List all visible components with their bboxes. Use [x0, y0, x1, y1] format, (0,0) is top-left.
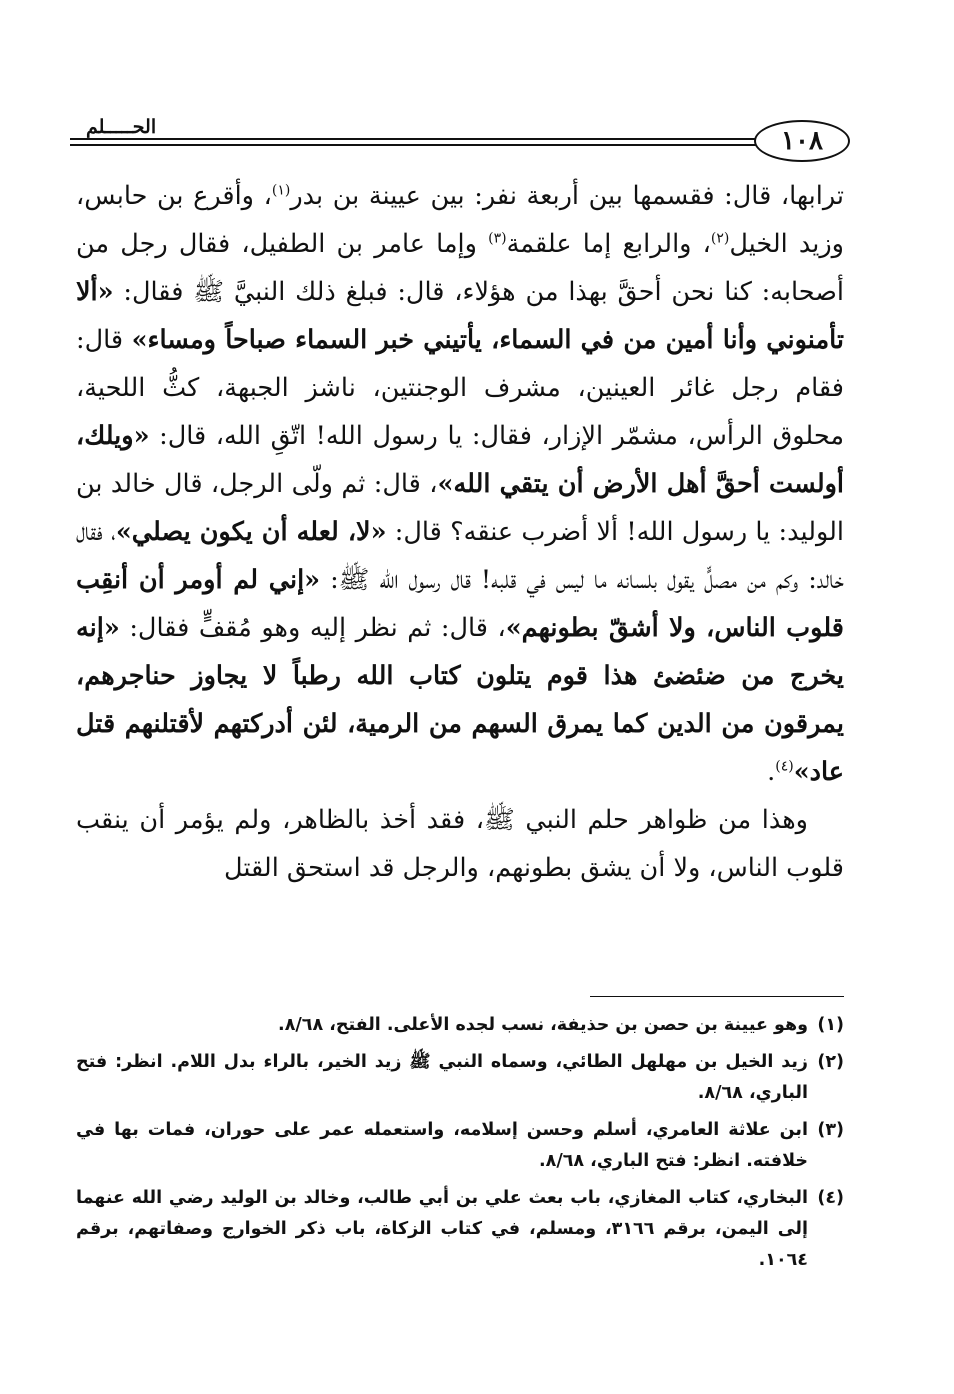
footnote-ref: (٢) — [710, 230, 730, 247]
hadith-quote: «إنه يخرج من ضئضئ هذا قوم يتلون كتاب الله رطباً لا يجاوز حناجرهم، يمرقون من الدين كما يمرق السهم من الرمية، لئن أدركتهم لأقتلنهم قتل عاد» — [76, 613, 844, 787]
text-segment: . — [767, 757, 776, 787]
main-text — [76, 172, 844, 892]
footnote-item — [76, 1010, 844, 1041]
footnote-number: (١) — [817, 1015, 844, 1035]
footnote-text: وهو عيينة بن حصن بن حذيفة، نسب لجده الأعلى. الفتح، ٨/٦٨. — [278, 1015, 808, 1035]
footnotes — [76, 1010, 844, 1282]
footnote-number: (٣) — [817, 1120, 844, 1140]
page-header — [70, 118, 850, 168]
hadith-quote: «ألا تأمنوني وأنا أمين من في السماء، يأتيني خبر السماء صباحاً ومساء» — [76, 277, 845, 355]
footnote-item — [76, 1047, 844, 1109]
footnote-item — [76, 1183, 844, 1276]
running-title: الحـــــلم — [80, 116, 162, 138]
footnote-ref: (٣) — [488, 230, 507, 247]
text-segment: وإما عامر بن الطفيل، فقال رجل من أصحابه: كنا نحن أحقَّ بهذا من هؤلاء، قال: فبلغ ذلك النبيَّ ﷺ فقال: — [76, 229, 844, 307]
text-segment: ، قال: ثم ولّى الرجل، قال خالد بن الوليد: يا رسول الله! ألا أضرب عنقه؟ قال: — [76, 469, 845, 547]
hadith-quote: «ويلك، أولست أحقَّ أهل الأرض أن يتقي الله» — [76, 421, 844, 499]
footnote-ref: (١) — [271, 182, 291, 199]
footnote-number: (٢) — [817, 1052, 844, 1072]
text-segment: ، والرابع إما علقمة — [506, 229, 711, 259]
text-segment: ترابها، قال: فقسمها بين أربعة نفر: بين عيينة بن بدر — [290, 181, 844, 211]
text-segment: ، وأقرع بن حابس، وزيد الخيل — [76, 181, 844, 259]
footnote-item — [76, 1115, 844, 1177]
text-segment: قال: فقام رجل غائر العينين، مشرف الوجنتين، ناشز الجبهة، كثُّ اللحية، محلوق الرأس، مشمّر الإزار، فقال: يا رسول الله! اتّقِ الله، قال: — [76, 325, 844, 451]
hadith-quote: «لا، لعله أن يكون يصلي» — [115, 517, 387, 547]
footnote-text: ابن علاثة العامري، أسلم وحسن إسلامه، واستعمله عمر على حوران، فمات بها في خلافته. انظر: فتح الباري، ٨/٦٨. — [76, 1120, 808, 1171]
text-segment: ، فقال خالد: وكم من مصلٍّ يقول بلسانه ما ليس في قلبه! قال رسول الله ﷺ: — [76, 517, 844, 595]
footnote-number: (٤) — [817, 1188, 844, 1208]
footnote-text: البخاري، كتاب المغازي، باب بعث علي بن أبي طالب، وخالد بن الوليد رضي الله عنهما إلى اليمن، برقم ٣١٦٦، ومسلم، في كتاب الزكاة، باب ذكر الخوارج وصفاتهم، برقم ١٠٦٤. — [76, 1188, 808, 1270]
paragraph-2: وهذا من ظواهر حلم النبي ﷺ، فقد أخذ بالظاهر، ولم يؤمر أن ينقب قلوب الناس، ولا أن يشق بطونهم، والرجل قد استحق القتل — [76, 805, 844, 883]
page-number: ١٠٨ — [754, 120, 850, 162]
paragraph-1 — [76, 172, 844, 796]
footnote-ref: (٤) — [775, 758, 794, 775]
hadith-quote: «إني لم أومر أن أنقِب قلوب الناس، ولا أشقّ بطونهم» — [76, 565, 844, 643]
header-rule-top — [70, 138, 756, 140]
text-segment: ، قال: ثم نظر إليه وهو مُقفٍّ فقال: — [119, 613, 506, 643]
footnote-text: زيد الخيل بن مهلهل الطائي، وسماه النبي ﷺ زيد الخير، بالراء بدل اللام. انظر: فتح الباري، ٨/٦٨. — [76, 1052, 808, 1103]
header-rule-bottom — [70, 144, 756, 146]
footnote-separator — [590, 996, 844, 997]
